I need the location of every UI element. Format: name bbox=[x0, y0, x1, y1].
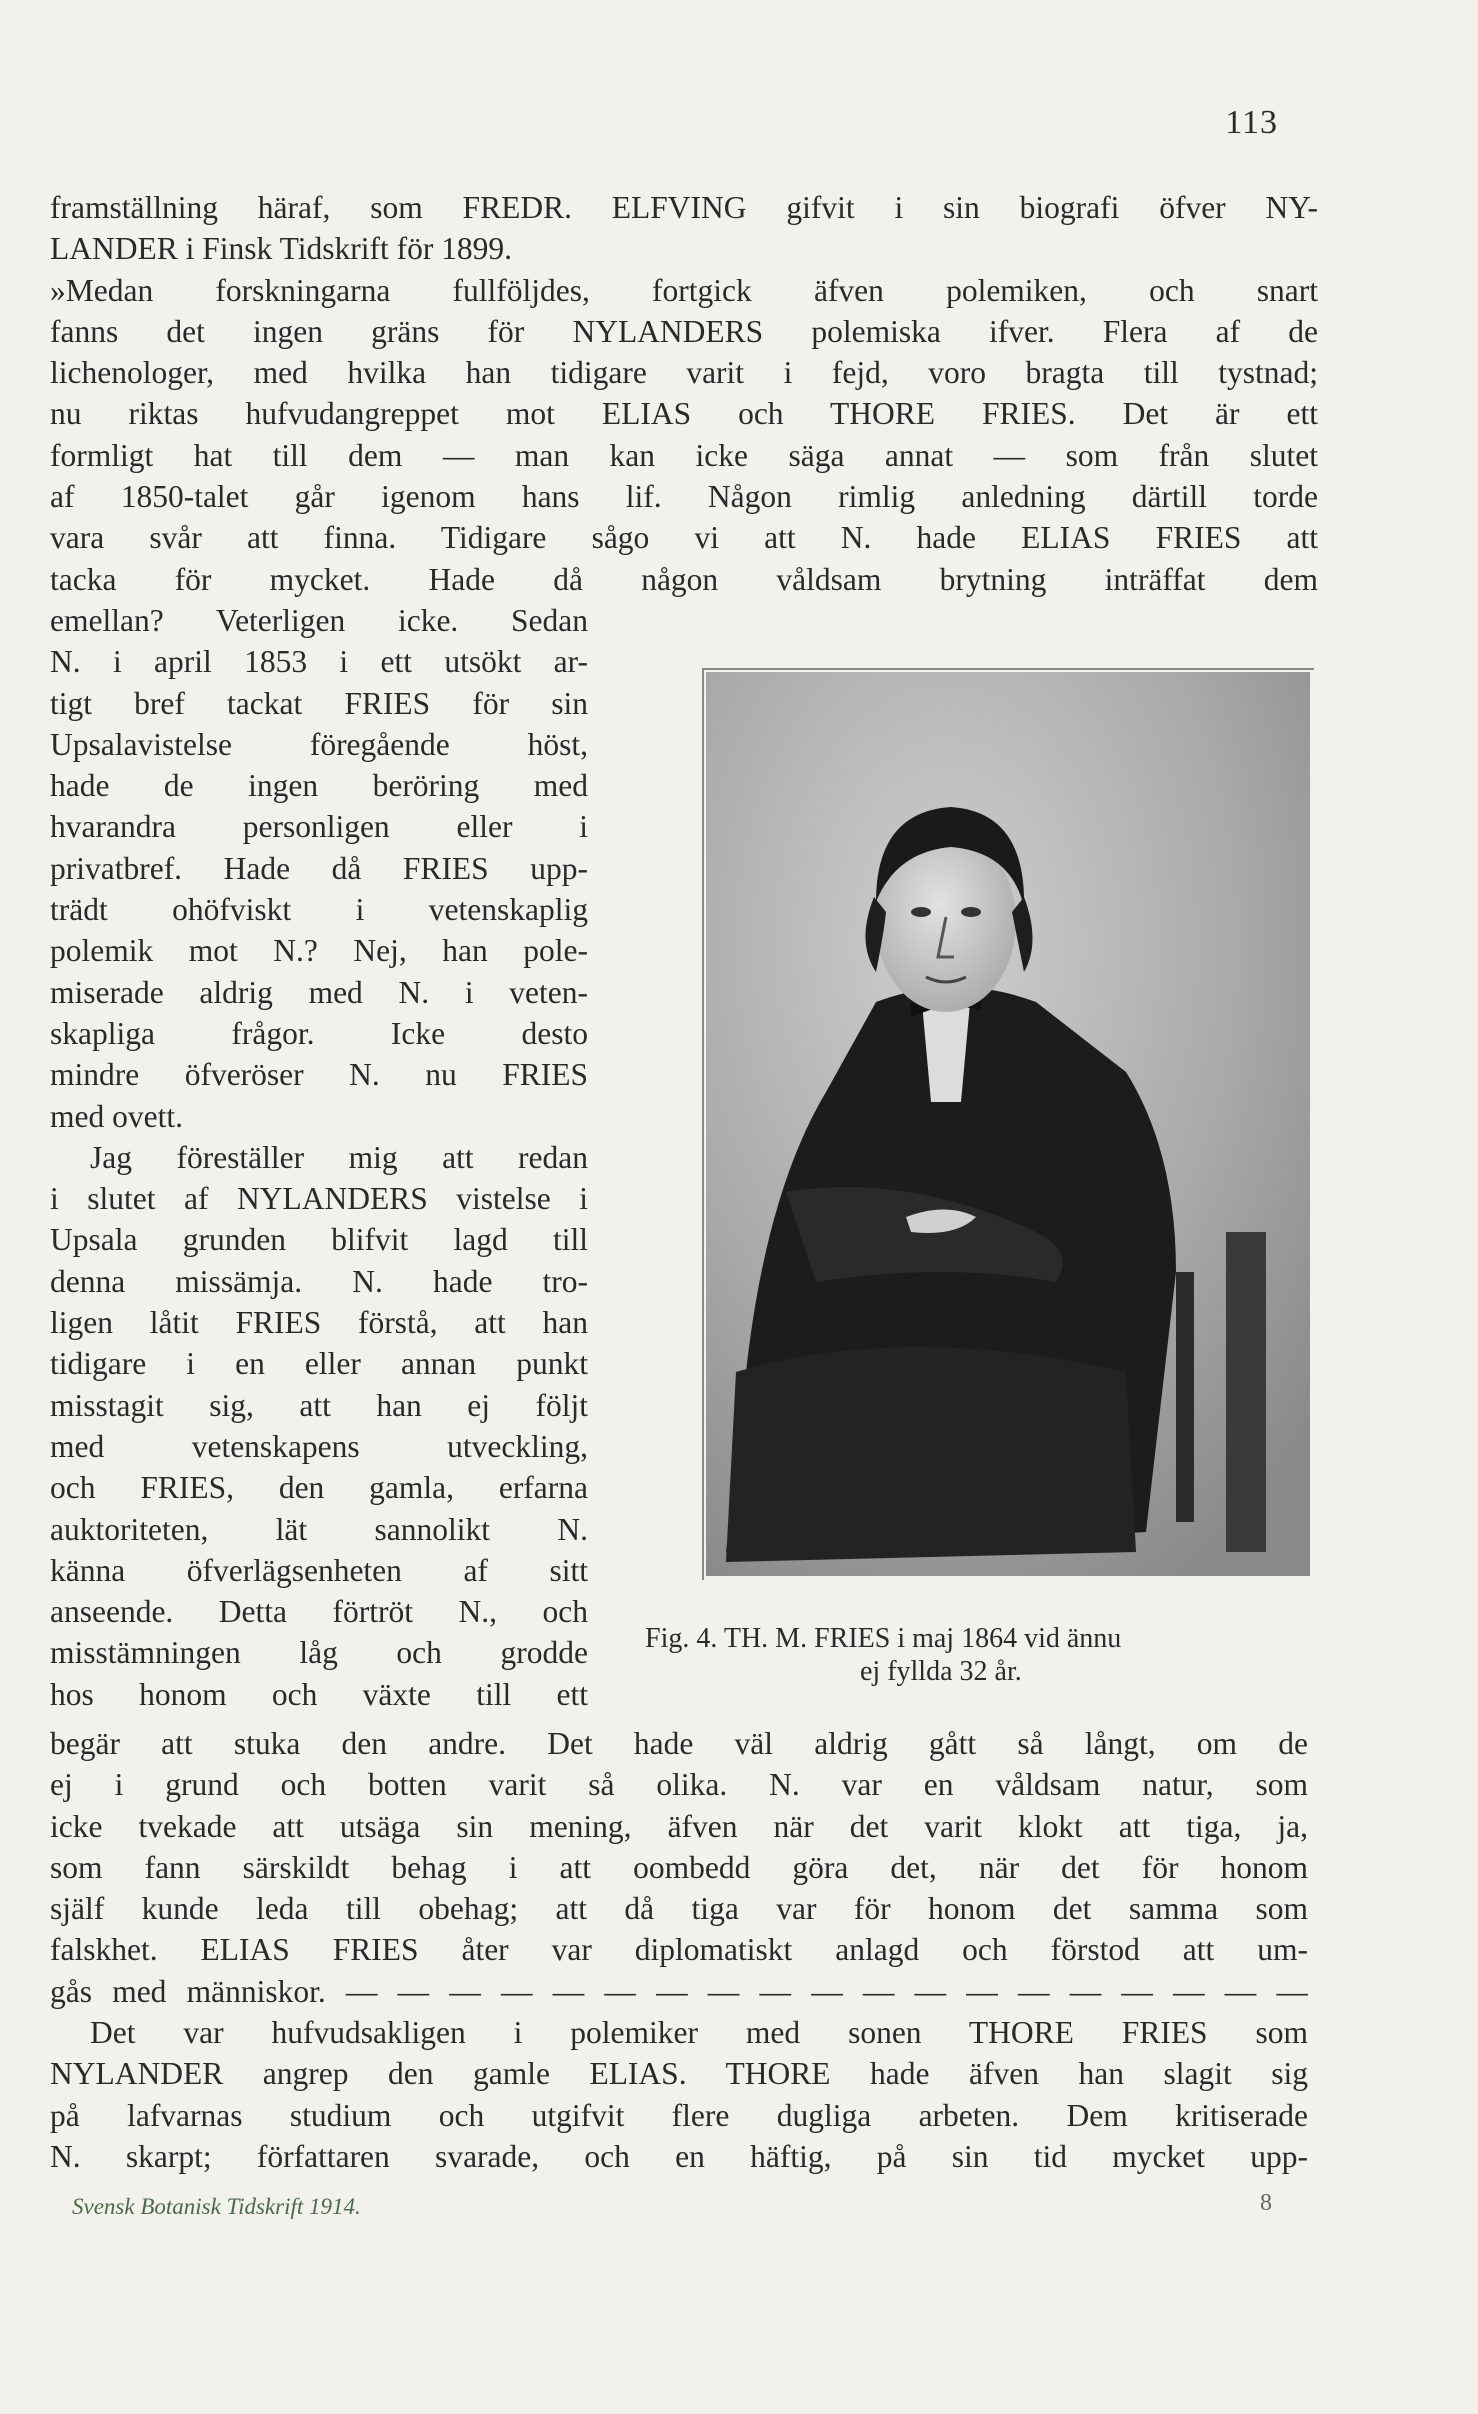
text-line: Det var hufvudsakligen i polemiker med sonen THORE FRIES som bbox=[90, 2015, 1308, 2051]
text-line: trädt ohöfviskt i vetenskaplig bbox=[50, 892, 588, 928]
text-line: N. i april 1853 i ett utsökt ar- bbox=[50, 644, 588, 680]
page-number: 113 bbox=[1225, 104, 1278, 141]
text-line: Upsalavistelse föregående höst, bbox=[50, 726, 588, 762]
text-line: polemik mot N.? Nej, han pole- bbox=[50, 933, 588, 969]
text-line: anseende. Detta förtröt N., och bbox=[50, 1594, 588, 1630]
portrait-photo bbox=[706, 672, 1310, 1576]
caption-line-2: ej fyllda 32 år. bbox=[860, 1656, 1022, 1687]
text-line: ligen låtit FRIES förstå, att han bbox=[50, 1305, 588, 1341]
text-line: vara svår att finna. Tidigare sågo vi att N. hade ELIAS FRIES att bbox=[50, 520, 1318, 556]
text-line: fanns det ingen gräns för NYLANDERS polemiska ifver. Flera af de bbox=[50, 313, 1318, 349]
text-line: privatbref. Hade då FRIES upp- bbox=[50, 850, 588, 886]
journal-footer: Svensk Botanisk Tidskrift 1914. bbox=[72, 2194, 361, 2219]
text-line: hade de ingen beröring med bbox=[50, 768, 588, 804]
text-line: och FRIES, den gamla, erfarna bbox=[50, 1470, 588, 1506]
text-line: i slutet af NYLANDERS vistelse i bbox=[50, 1181, 588, 1217]
text-line: »Medan forskningarna fullföljdes, fortgick äfven polemiken, och snart bbox=[50, 272, 1318, 308]
text-line: skapliga frågor. Icke desto bbox=[50, 1015, 588, 1051]
text-line: hvarandra personligen eller i bbox=[50, 809, 588, 845]
text-line: auktoriteten, lät sannolikt N. bbox=[50, 1511, 588, 1547]
text-line: gås med människor. — — — — — — — — — — — — — — — — — — — bbox=[50, 1973, 1308, 2009]
text-line: tigt bref tackat FRIES för sin bbox=[50, 685, 588, 721]
figure-caption bbox=[645, 1622, 1305, 1688]
text-line: LANDER i Finsk Tidskrift för 1899. bbox=[50, 231, 513, 267]
text-line: hos honom och växte till ett bbox=[50, 1676, 588, 1712]
text-line: som fann särskildt behag i att oombedd göra det, när det för honom bbox=[50, 1849, 1308, 1885]
text-line: formligt hat till dem — man kan icke säga annat — som från slutet bbox=[50, 437, 1318, 473]
portrait-illustration bbox=[706, 672, 1310, 1576]
text-line: själf kunde leda till obehag; att då tiga var för honom det samma som bbox=[50, 1891, 1308, 1927]
text-line: N. skarpt; författaren svarade, och en häftig, på sin tid mycket upp- bbox=[50, 2138, 1308, 2174]
text-line: denna missämja. N. hade tro- bbox=[50, 1263, 588, 1299]
text-line: icke tvekade att utsäga sin mening, äfven när det varit klokt att tiga, ja, bbox=[50, 1808, 1308, 1844]
text-line: nu riktas hufvudangreppet mot ELIAS och THORE FRIES. Det är ett bbox=[50, 396, 1318, 432]
text-line: lichenologer, med hvilka han tidigare varit i fejd, voro bragta till tystnad; bbox=[50, 355, 1318, 391]
text-line: mindre öfveröser N. nu FRIES bbox=[50, 1057, 588, 1093]
caption-line-1: Fig. 4. TH. M. FRIES i maj 1864 vid ännu bbox=[645, 1623, 1122, 1654]
text-line: af 1850-talet går igenom hans lif. Någon rimlig anledning därtill torde bbox=[50, 479, 1318, 515]
text-line: framställning häraf, som FREDR. ELFVING gifvit i sin biografi öfver NY- bbox=[50, 190, 1318, 225]
text-line: med ovett. bbox=[50, 1098, 183, 1134]
text-line: misstämningen låg och grodde bbox=[50, 1635, 588, 1671]
left-column-text bbox=[50, 600, 588, 1715]
text-line: Jag föreställer mig att redan bbox=[90, 1139, 588, 1175]
signature-mark: 8 bbox=[1260, 2190, 1272, 2216]
text-line: ej i grund och botten varit så olika. N. var en våldsam natur, som bbox=[50, 1767, 1308, 1803]
text-line: falskhet. ELIAS FRIES åter var diplomatiskt anlagd och förstod att um- bbox=[50, 1932, 1308, 1968]
text-line: miserade aldrig med N. i veten- bbox=[50, 974, 588, 1010]
text-line: misstagit sig, att han ej följt bbox=[50, 1387, 588, 1423]
text-line: tacka för mycket. Hade då någon våldsam brytning inträffat dem bbox=[50, 561, 1318, 597]
text-line: på lafvarnas studium och utgifvit flere dugliga arbeten. Dem kritiserade bbox=[50, 2097, 1308, 2133]
top-paragraph-block bbox=[50, 187, 1318, 600]
text-line: emellan? Veterligen icke. Sedan bbox=[50, 603, 588, 638]
text-line: Upsala grunden blifvit lagd till bbox=[50, 1222, 588, 1258]
bottom-paragraph-block bbox=[50, 1723, 1308, 2177]
text-line: tidigare i en eller annan punkt bbox=[50, 1346, 588, 1382]
text-line: med vetenskapens utveckling, bbox=[50, 1428, 588, 1464]
text-line: NYLANDER angrep den gamle ELIAS. THORE hade äfven han slagit sig bbox=[50, 2056, 1308, 2092]
text-line: känna öfverlägsenheten af sitt bbox=[50, 1552, 588, 1588]
text-line: begär att stuka den andre. Det hade väl aldrig gått så långt, om de bbox=[50, 1726, 1308, 1761]
